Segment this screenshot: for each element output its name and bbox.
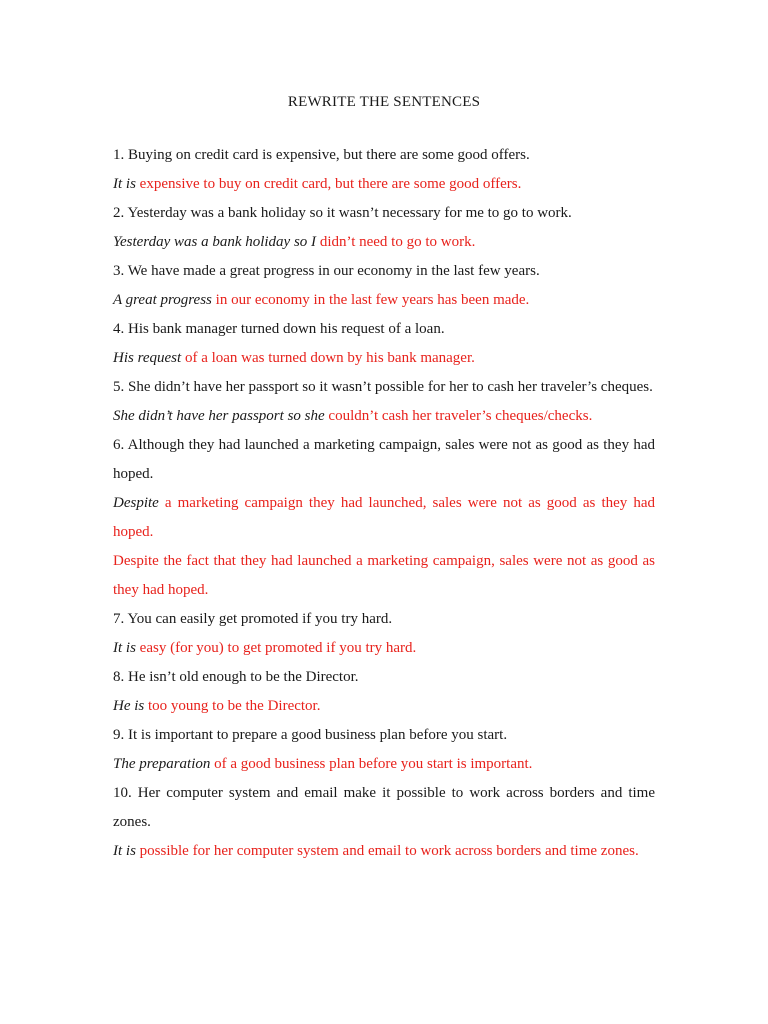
answer-completion: of a loan was turned down by his bank manager. [181, 350, 475, 366]
question-text: 10. Her computer system and email make it possible to work across borders and time zones. [113, 785, 655, 830]
exercise-9 [113, 721, 655, 779]
answer-text [113, 402, 655, 431]
answer-prompt: Yesterday was a bank holiday so I [113, 234, 317, 250]
exercise-3 [113, 257, 655, 315]
exercise-6 [113, 431, 655, 605]
answer-completion: possible for her computer system and email to work across borders and time zones. [135, 843, 639, 859]
question-text: 4. His bank manager turned down his request of a loan. [113, 321, 445, 337]
question-text: 8. He isn’t old enough to be the Director. [113, 669, 359, 685]
question-text: 5. She didn’t have her passport so it wasn’t possible for her to cash her traveler’s cheques. [113, 379, 653, 395]
exercise-5 [113, 373, 655, 431]
answer-completion: easy (for you) to get promoted if you try hard. [135, 640, 417, 656]
question-text: 7. You can easily get promoted if you try hard. [113, 611, 393, 627]
exercise-4 [113, 315, 655, 373]
answer-prompt: It is [113, 843, 136, 859]
answer-text [113, 170, 655, 199]
question-text: 3. We have made a great progress in our economy in the last few years. [113, 263, 540, 279]
answer-completion: Despite the fact that they had launched a marketing campaign, sales were not as good as they had hoped. [113, 553, 655, 598]
answer-completion: too young to be the Director. [144, 698, 321, 714]
answer-completion: a marketing campaign they had launched, sales were not as good as they had hoped. [113, 495, 655, 540]
question-text: 9. It is important to prepare a good business plan before you start. [113, 727, 508, 743]
page-title: REWRITE THE SENTENCES [287, 94, 481, 110]
answer-text-alternative [113, 547, 655, 605]
answer-prompt: The preparation [113, 756, 211, 772]
exercise-1 [113, 141, 655, 199]
answer-completion: of a good business plan before you start is important. [210, 756, 533, 772]
exercise-8 [113, 663, 655, 721]
answer-completion: couldn’t cash her traveler’s cheques/checks. [324, 408, 593, 424]
answer-text [113, 228, 655, 257]
answer-text [113, 489, 655, 547]
exercise-10 [113, 779, 655, 866]
answer-prompt: She didn’t have her passport so she [113, 408, 325, 424]
answer-text [113, 692, 655, 721]
answer-prompt: Despite [113, 495, 159, 511]
answer-prompt: A great progress [113, 292, 212, 308]
answer-text [113, 634, 655, 663]
exercise-2 [113, 199, 655, 257]
answer-text [113, 286, 655, 315]
answer-prompt: He is [113, 698, 145, 714]
answer-prompt: It is [113, 640, 136, 656]
answer-completion: expensive to buy on credit card, but there are some good offers. [135, 176, 522, 192]
question-text: 6. Although they had launched a marketing campaign, sales were not as good as they had hoped. [113, 437, 655, 482]
answer-prompt: His request [113, 350, 182, 366]
answer-text [113, 344, 655, 373]
answer-completion: in our economy in the last few years has been made. [211, 292, 530, 308]
answer-prompt: It is [113, 176, 136, 192]
question-text: 1. Buying on credit card is expensive, but there are some good offers. [113, 147, 530, 163]
answer-completion: didn’t need to go to work. [316, 234, 476, 250]
exercise-7 [113, 605, 655, 663]
answer-text [113, 750, 655, 779]
answer-text [113, 837, 655, 866]
question-text: 2. Yesterday was a bank holiday so it wasn’t necessary for me to go to work. [113, 205, 572, 221]
